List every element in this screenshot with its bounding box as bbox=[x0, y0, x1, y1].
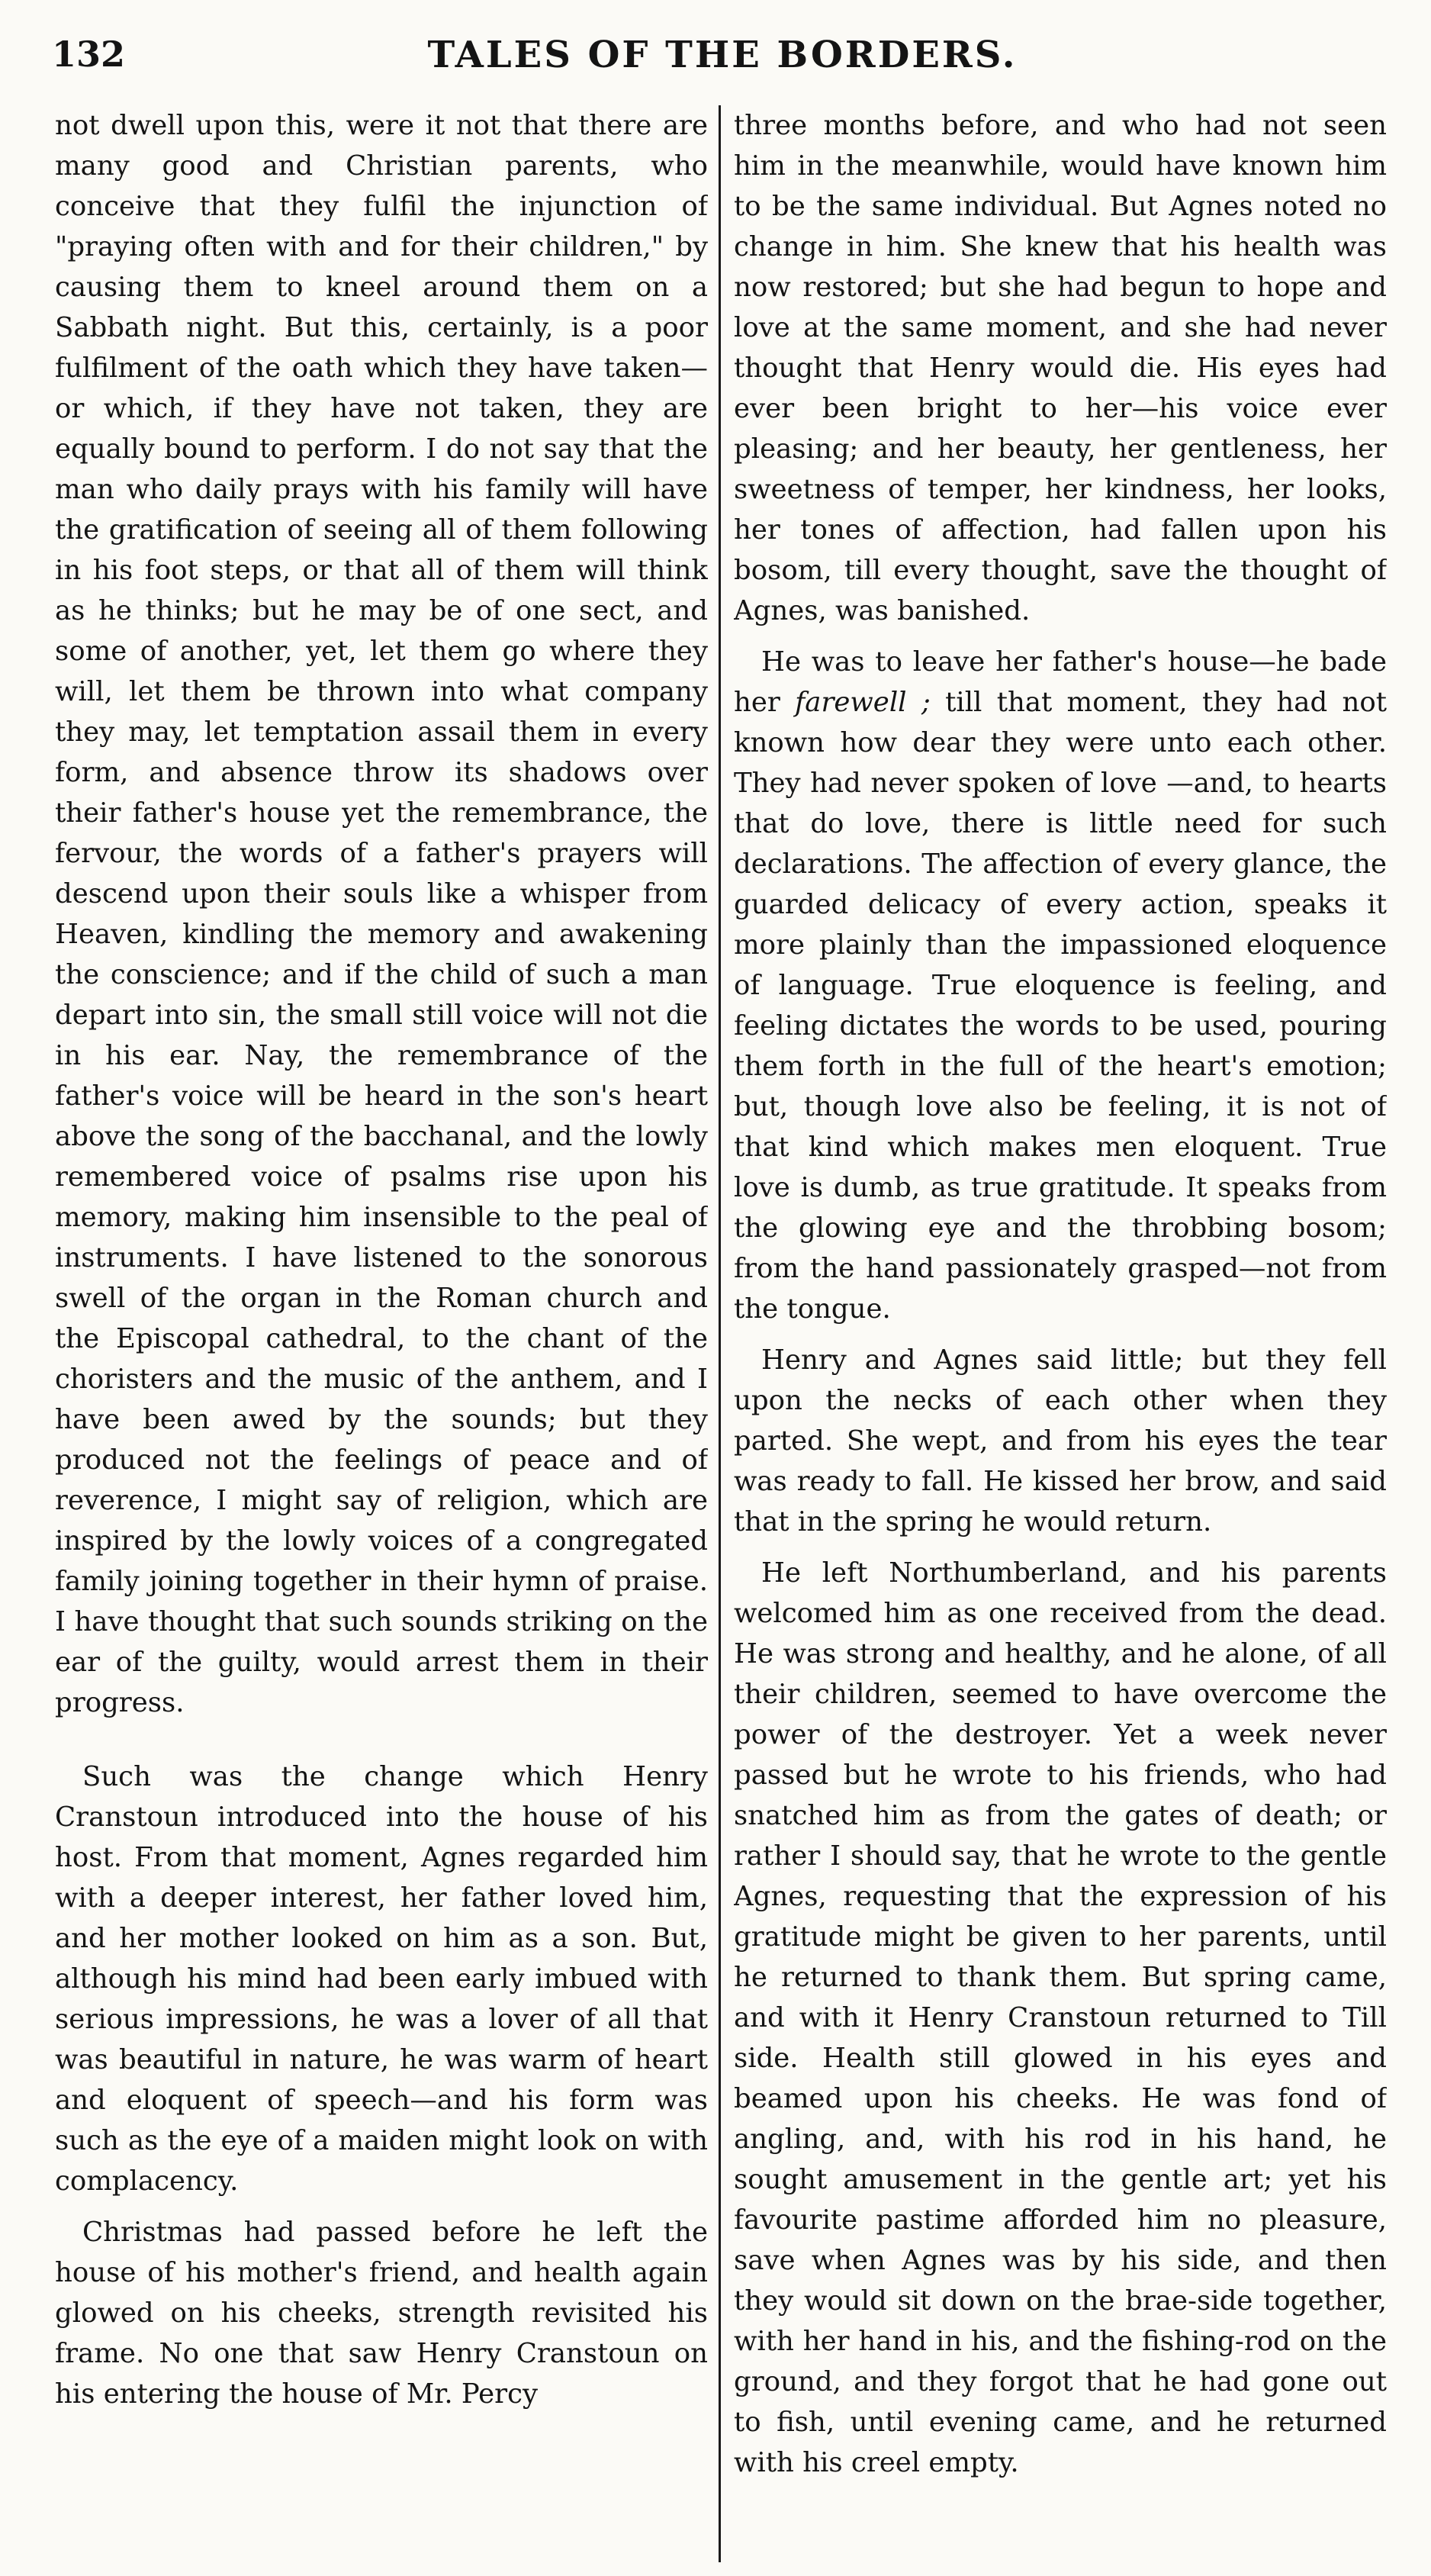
column-divider bbox=[719, 105, 721, 2562]
paragraph: three months before, and who had not seen him in the meanwhile, would have known him to be the same individual. But Agnes noted no change in him. She knew that his health was now restored; but she had begun to hope and love at the same moment, and she had never thought that Henry would die. His eyes had ever been bright to her—his voice ever pleasing; and her beauty, her gentleness, her sweetness of temper, her kindness, her looks, her tones of affection, had fallen upon his bosom, till every thought, save the thought of Agnes, was banished. bbox=[734, 110, 1387, 626]
running-title: TALES OF THE BORDERS. bbox=[427, 34, 1018, 76]
paragraph bbox=[734, 642, 1387, 1329]
paragraph-text: He was to leave her father's house—he bade her bbox=[734, 646, 1387, 718]
page-header bbox=[47, 27, 1397, 89]
paragraph: Henry and Agnes said little; but they fell upon the necks of each other when they parted. She wept, and from his eyes the tear was ready to fall. He kissed her brow, and said that in the spring he would return. bbox=[734, 1344, 1387, 1538]
paragraph: not dwell upon this, were it not that there are many good and Christian parents, who conceive that they fulfil the injunction of "praying often with and for their children," by causing them to kneel around them on a Sabbath night. But this, certainly, is a poor fulfilment of the oath which they have taken—or which, if they have not taken, they are equally bound to perform. I do not say that the man who daily prays with his family will have the gratification of seeing all of them following in his foot steps, or that all of them will think as he thinks; but he may be of one sect, and some of another, yet, let them go where they will, let them be thrown into what company they may, let temptation assail them in every form, and absence throw its shadows over their father's house yet the remembrance, the fervour, the words of a father's prayers will descend upon their souls like a whisper from Heaven, kindling the memory and awakening the conscience; and if the child of such a man depart into sin, the small still voice will not die in his ear. Nay, the remembrance of the father's voice will be heard in the son's heart above the song of the bacchanal, and the lowly remembered voice of psalms rise upon his memory, making him insensible to the peal of instruments. I have listened to the sonorous swell of the organ in the Roman church and the Episcopal cathedral, to the chant of the choristers and the music of the anthem, and I have been awed by the sounds; but they produced not the feelings of peace and of reverence, I might say of religion, which are inspired by the lowly voices of a congregated family joining together in their hymn of praise. I have thought that such sounds striking on the ear of the guilty, would arrest them in their progress. bbox=[55, 110, 708, 1718]
right-column bbox=[734, 105, 1387, 2570]
left-column bbox=[55, 105, 708, 2570]
paragraph-text: till that moment, they had not known how dear they were unto each other. They had never spoken of love —and, to hearts that do love, there is little need for such declarations. The affection of every glance, the guarded delicacy of every action, speaks it more plainly than the impassioned eloquence of language. True eloquence is feeling, and feeling dictates the words to be used, pouring them forth in the full of the heart's emotion; but, though love also be feeling, it is not of that kind which makes men eloquent. True love is dumb, as true gratitude. It speaks from the glowing eye and the throbbing bosom; from the hand passionately grasped—not from the tongue. bbox=[734, 687, 1387, 1325]
paragraph: He left Northumberland, and his parents welcomed him as one received from the dead. He was strong and healthy, and he alone, of all their children, seemed to have overcome the power of the destroyer. Yet a week never passed but he wrote to his friends, who had snatched him as from the gates of death; or rather I should say, that he wrote to the gentle Agnes, requesting that the expression of his gratitude might be given to her parents, until he returned to thank them. But spring came, and with it Henry Cranstoun returned to Till side. Health still glowed in his eyes and beamed upon his cheeks. He was fond of angling, and, with his rod in his hand, he sought amusement in the gentle art; yet his favourite pastime afforded him no pleasure, save when Agnes was by his side, and then they would sit down on the brae-side together, with her hand in his, and the fishing-rod on the ground, and they forgot that he had gone out to fish, until evening came, and he returned with his creel empty. bbox=[734, 1557, 1387, 2478]
paragraph: Christmas had passed before he left the house of his mother's friend, and health again glowed on his cheeks, strength revisited his frame. No one that saw Henry Cranstoun on his entering the house of Mr. Percy bbox=[55, 2217, 708, 2410]
paragraph: Such was the change which Henry Cranstoun introduced into the house of his host. From that moment, Agnes regarded him with a deeper interest, her father loved him, and her mother looked on him as a son. But, although his mind had been early imbued with serious impressions, he was a lover of all that was beautiful in nature, he was warm of heart and eloquent of speech—and his form was such as the eye of a maiden might look on with complacency. bbox=[55, 1761, 708, 2197]
emphasized-text: farewell ; bbox=[795, 687, 931, 718]
page-number: 132 bbox=[52, 34, 126, 75]
